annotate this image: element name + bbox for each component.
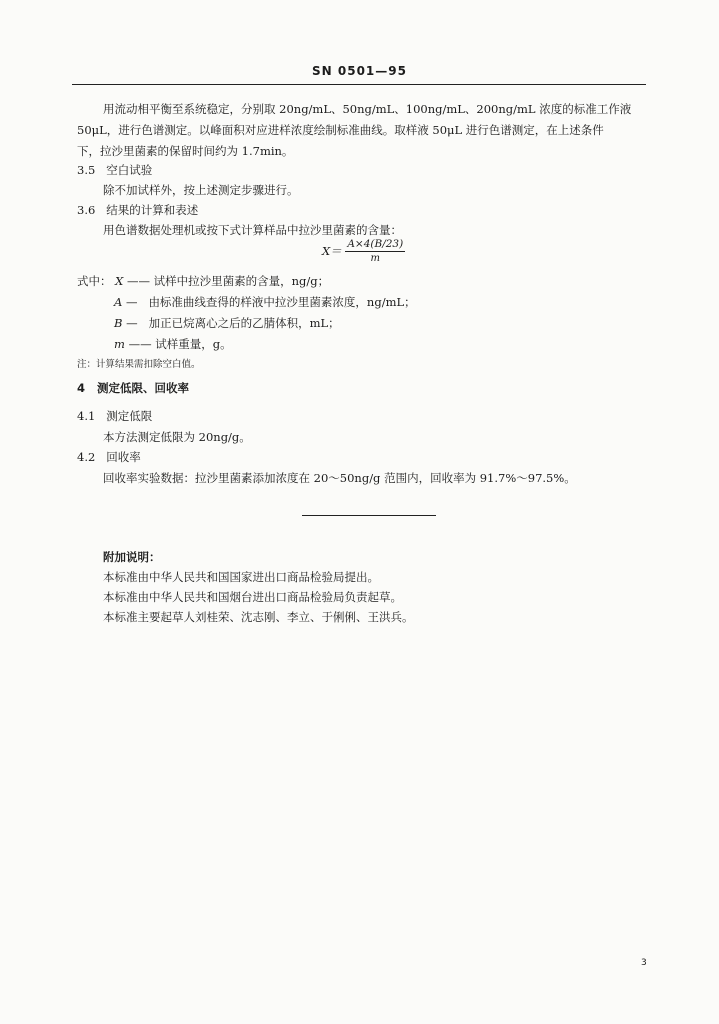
variable-row bbox=[114, 315, 340, 331]
where-label: 式中： bbox=[77, 274, 112, 288]
section-title: 测定低限 bbox=[106, 409, 153, 423]
section-3-5-heading bbox=[77, 162, 152, 178]
variable-desc: 试样重量，g。 bbox=[155, 337, 232, 351]
formula-fraction bbox=[345, 238, 405, 264]
section-text: 本方法测定低限为 20ng/g。 bbox=[103, 430, 251, 444]
section-4-1-heading bbox=[77, 408, 152, 424]
header-rule bbox=[72, 84, 646, 85]
section-title: 结果的计算和表述 bbox=[106, 203, 199, 217]
section-text: 回收率实验数据：拉沙里菌素添加浓度在 20～50ng/g 范围内，回收率为 91.7%～97.5%。 bbox=[103, 471, 576, 485]
variable-dash: — bbox=[126, 316, 138, 330]
variable-desc: 试样中拉沙里菌素的含量，ng/g； bbox=[153, 274, 330, 288]
section-text: 除不加试样外，按上述测定步骤进行。 bbox=[103, 183, 299, 197]
variable-dash: —— bbox=[128, 337, 152, 351]
variable-desc: 加正已烷离心之后的乙腈体积，mL； bbox=[148, 316, 340, 330]
section-number: 3.6 bbox=[77, 203, 96, 217]
section-number: 4 bbox=[77, 381, 86, 395]
additional-note-line: 本标准由中华人民共和国国家进出口商品检验局提出。 bbox=[103, 570, 379, 584]
section-3-6-heading bbox=[77, 202, 198, 218]
additional-note-line: 本标准主要起草人刘桂荣、沈志刚、李立、于俐俐、王洪兵。 bbox=[103, 610, 414, 624]
variable-symbol: A bbox=[114, 295, 123, 309]
variable-row bbox=[114, 294, 416, 310]
formula-denominator: m bbox=[370, 253, 381, 264]
section-title: 回收率 bbox=[106, 450, 141, 464]
formula-lhs: X＝ bbox=[322, 244, 342, 258]
variable-symbol: B bbox=[114, 316, 123, 330]
paragraph-line: 下，拉沙里菌素的保留时间约为 1.7min。 bbox=[77, 144, 294, 158]
page-number: 3 bbox=[641, 958, 647, 968]
additional-note-line: 本标准由中华人民共和国烟台进出口商品检验局负责起草。 bbox=[103, 590, 402, 604]
variable-symbol: m bbox=[114, 337, 125, 351]
variable-symbol: X bbox=[115, 274, 124, 288]
formula-numerator: A×4(B/23) bbox=[347, 238, 404, 250]
formula bbox=[322, 238, 405, 264]
standard-number-header: SN 0501—95 bbox=[312, 64, 407, 78]
section-number: 3.5 bbox=[77, 163, 96, 177]
section-4-heading bbox=[77, 380, 189, 396]
end-rule bbox=[302, 515, 436, 516]
section-number: 4.1 bbox=[77, 409, 96, 423]
section-text: 用色谱数据处理机或按下式计算样品中拉沙里菌素的含量： bbox=[103, 223, 402, 237]
variable-row bbox=[114, 336, 232, 352]
additional-notes-title: 附加说明： bbox=[103, 550, 161, 564]
section-4-2-heading bbox=[77, 449, 141, 465]
paragraph-line: 50μL，进行色谱测定。以峰面积对应进样浓度绘制标准曲线。取样液 50μL 进行色谱测定，在上述条件 bbox=[77, 123, 604, 137]
variable-desc: 由标准曲线查得的样液中拉沙里菌素浓度，ng/mL； bbox=[148, 295, 416, 309]
variable-row bbox=[77, 273, 329, 289]
section-title: 测定低限、回收率 bbox=[97, 381, 190, 395]
variable-dash: —— bbox=[127, 274, 150, 288]
section-title: 空白试验 bbox=[106, 163, 153, 177]
variable-dash: — bbox=[125, 295, 138, 309]
calculation-note: 注：计算结果需扣除空白值。 bbox=[77, 359, 201, 370]
section-number: 4.2 bbox=[77, 450, 96, 464]
paragraph-line: 用流动相平衡至系统稳定，分别取 20ng/mL、50ng/mL、100ng/mL、200ng/mL 浓度的标准工作液 bbox=[103, 102, 632, 116]
